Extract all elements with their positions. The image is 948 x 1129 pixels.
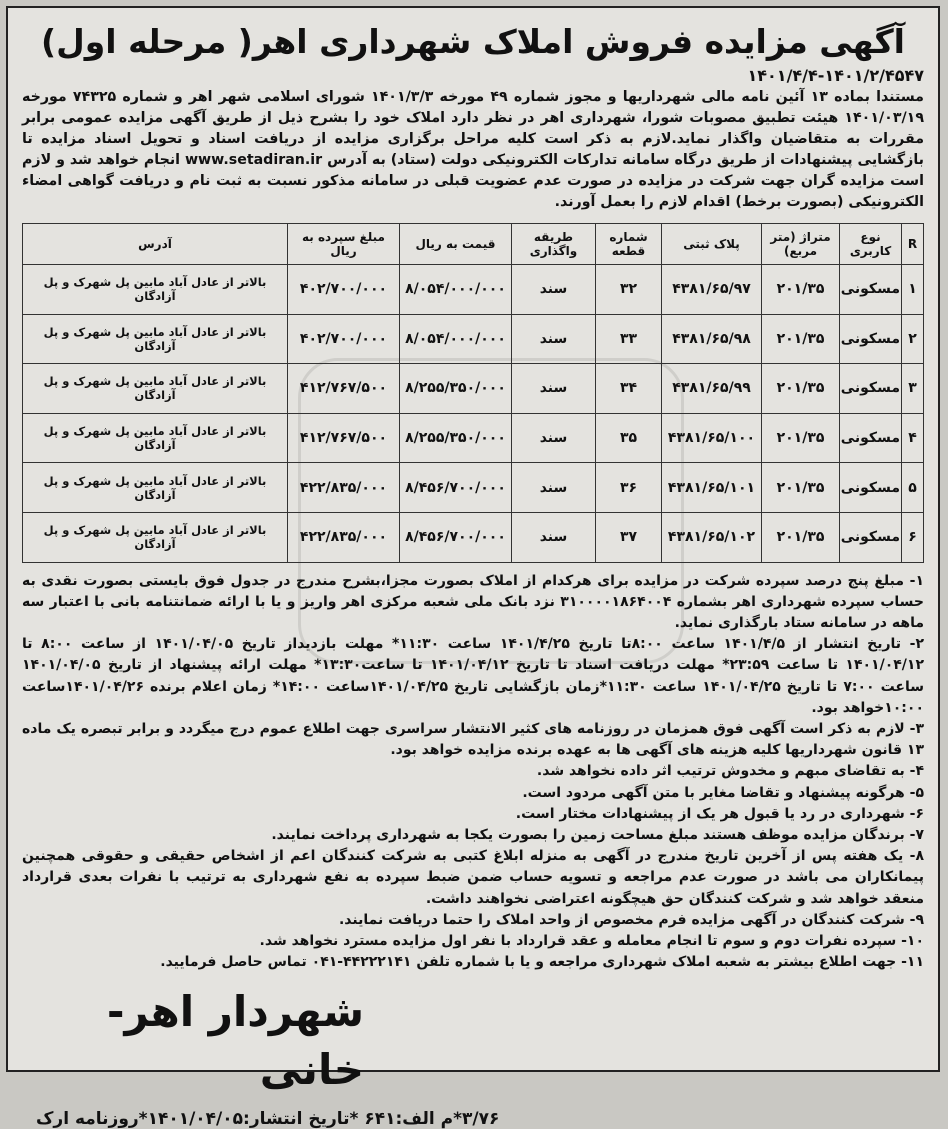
table-cell: مسکونی: [840, 265, 902, 315]
table-cell: ۴۱۲/۷۶۷/۵۰۰: [288, 364, 400, 414]
table-cell: سند: [512, 512, 596, 562]
table-cell: ۲۰۱/۳۵: [762, 364, 840, 414]
condition-item: ۴- به تقاضای مبهم و مخدوش ترتیب اثر داده نخواهد شد.: [536, 763, 924, 780]
table-row: [23, 364, 924, 414]
table-cell: ۴۳۸۱/۶۵/۱۰۱: [662, 463, 762, 513]
header-cell: شماره قطعه: [596, 224, 662, 265]
header-cell: قیمت به ریال: [400, 224, 512, 265]
mayor-signature: شهردار اهر- خانی: [107, 987, 364, 1095]
condition-item: ۱- مبلغ پنج درصد سپرده شرکت در مزایده برای هرکدام از املاک بصورت مجزا،بشرح مندرج در جدول فوق بایستی بصورت نقدی به حساب سپرده شهرداری اهر بشماره ۳۱۰۰۰۰۱۸۶۴۰۰۴ نزد بانک ملی شعبه مرکزی اهر واریز و یا با ارائه ضمانتنامه بانی با اعتبار سه ماهه در سامانه ستاد بارگذاری نماید.: [22, 572, 925, 631]
table-cell: ۲۰۱/۳۵: [762, 512, 840, 562]
table-cell: ۲۰۱/۳۵: [762, 314, 840, 364]
table-cell: سند: [512, 463, 596, 513]
condition-item: ۸- یک هفته پس از آخرین تاریخ مندرج در آگهی به منزله ابلاغ کتبی به شرکت کنندگان اعم از اشخاص حقیقی و حقوقی همچنین پیمانکاران می باشد در صورت عدم مراجعه و تسویه حساب ضمن ضبط سپرده به نفع شهرداری به ترتیب با نفرات بعدی قرارداد منعقد خواهد شد و شرکت کنندگان حق هیچگونه اعتراضی نخواهند داشت.: [22, 848, 924, 907]
header-cell: طریقه واگذاری: [512, 224, 596, 265]
table-cell: ۸/۲۵۵/۳۵۰/۰۰۰: [400, 413, 512, 463]
table-cell: بالاتر از عادل آباد مابین پل شهرک و پل آزادگان: [23, 413, 288, 463]
table-cell: ۳۷: [596, 512, 662, 562]
table-cell: ۳: [902, 364, 924, 414]
table-cell: ۴۳۸۱/۶۵/۱۰۲: [662, 512, 762, 562]
table-cell: ۴۰۲/۷۰۰/۰۰۰: [288, 314, 400, 364]
header-cell: نوع کاربری: [840, 224, 902, 265]
table-cell: سند: [512, 314, 596, 364]
table-header-row: [23, 224, 924, 265]
table-row: [23, 512, 924, 562]
publication-footer: ۳/۷۶*م الف:۶۴۱ *تاریخ انتشار:۱۴۰۱/۰۴/۰۵*روزنامه ارک: [36, 1109, 500, 1129]
condition-item: ۱۱- جهت اطلاع بیشتر به شعبه املاک شهرداری مراجعه و یا با شماره تلفن ۴۴۲۲۲۱۴۱-۰۴۱ تماس حاصل فرمایید.: [160, 954, 924, 971]
table-cell: ۴۱۲/۷۶۷/۵۰۰: [288, 413, 400, 463]
table-cell: ۴: [902, 413, 924, 463]
table-cell: ۳۲: [596, 265, 662, 315]
table-cell: ۴۰۲/۷۰۰/۰۰۰: [288, 265, 400, 315]
condition-item: ۷- برندگان مزایده موظف هستند مبلغ مساحت زمین را بصورت یکجا به شهرداری پرداخت نمایند.: [271, 827, 924, 843]
notice-title: آگهی مزایده فروش املاک شهرداری اهر( مرحله اول): [41, 22, 905, 61]
table-cell: ۸/۴۵۶/۷۰۰/۰۰۰: [400, 463, 512, 513]
table-cell: مسکونی: [840, 512, 902, 562]
table-cell: ۶: [902, 512, 924, 562]
table-cell: بالاتر از عادل آباد مابین پل شهرک و پل آزادگان: [23, 364, 288, 414]
table-cell: ۸/۰۵۴/۰۰۰/۰۰۰: [400, 265, 512, 315]
notice-page: [6, 6, 940, 1129]
table-row: [23, 265, 924, 315]
table-cell: سند: [512, 265, 596, 315]
table-cell: بالاتر از عادل آباد مابین پل شهرک و پل آزادگان: [23, 512, 288, 562]
table-cell: ۴۳۸۱/۶۵/۹۷: [662, 265, 762, 315]
header-cell: متراژ (متر مربع): [762, 224, 840, 265]
table-cell: ۲۰۱/۳۵: [762, 265, 840, 315]
condition-item: ۶- شهرداری در رد یا قبول هر یک از پیشنهادات مختار است.: [515, 805, 924, 822]
condition-item: ۳- لازم به ذکر است آگهی فوق همزمان در روزنامه های کثیر الانتشار سراسری جهت اطلاع عموم درج میگردد و برابر تبصره یک ماده ۱۳ قانون شهرداریها کلیه هزینه های آگهی ها به عهده برنده مزایده خواهد بود.: [22, 720, 924, 759]
table-cell: ۳۳: [596, 314, 662, 364]
table-cell: ۵: [902, 463, 924, 513]
table-cell: ۳۴: [596, 364, 662, 414]
conditions-list: [22, 571, 924, 974]
table-cell: ۳۶: [596, 463, 662, 513]
table-row: [23, 463, 924, 513]
properties-table: [22, 223, 924, 563]
header-cell: R: [902, 224, 924, 265]
header-cell: پلاک ثبتی: [662, 224, 762, 265]
table-cell: بالاتر از عادل آباد مابین پل شهرک و پل آزادگان: [23, 314, 288, 364]
condition-item: ۲- تاریخ انتشار از ۱۴۰۱/۴/۵ ساعت ۸:۰۰تا تاریخ ۱۴۰۱/۴/۲۵ ساعت ۱۱:۳۰* مهلت بازدیداز تاریخ ۱۴۰۱/۰۴/۰۵ از ساعت ۸:۰۰ تا ۱۴۰۱/۰۴/۱۲ تا ساعت ۲۳:۵۹* مهلت دریافت اسناد تا تاریخ ۱۴۰۱/۰۴/۱۲ تا ساعت۱۳:۳۰* مهلت ارائه پیشنهاد از تاریخ ۱۴۰۱/۰۴/۰۵ ساعت ۷:۰۰ تا تاریخ ۱۴۰۱/۰۴/۲۵ ساعت ۱۱:۳۰*زمان بازگشایی تاریخ ۱۴۰۱/۰۴/۲۵ساعت ۱۴:۰۰* زمان اعلام برنده ۱۴۰۱/۰۴/۲۶ساعت ۱۰:۰۰خواهد بود.: [22, 636, 925, 716]
table-cell: ۴۳۸۱/۶۵/۹۸: [662, 314, 762, 364]
table-cell: سند: [512, 413, 596, 463]
table-cell: بالاتر از عادل آباد مابین پل شهرک و پل آزادگان: [23, 463, 288, 513]
condition-item: ۵- هرگونه پیشنهاد و تقاضا مغایر با متن آگهی مردود است.: [522, 784, 924, 801]
table-cell: ۴۳۸۱/۶۵/۱۰۰: [662, 413, 762, 463]
table-cell: ۴۳۸۱/۶۵/۹۹: [662, 364, 762, 414]
table-cell: ۴۲۲/۸۳۵/۰۰۰: [288, 463, 400, 513]
table-cell: مسکونی: [840, 463, 902, 513]
header-cell: آدرس: [23, 224, 288, 265]
table-cell: بالاتر از عادل آباد مابین پل شهرک و پل آزادگان: [23, 265, 288, 315]
table-row: [23, 413, 924, 463]
intro-paragraph: مستندا بماده ۱۳ آئین نامه مالی شهرداریها و مجوز شماره ۴۹ مورخه ۱۴۰۱/۳/۳ شورای اسلامی شهر اهر و شماره ۷۴۳۲۵ مورخه ۱۴۰۱/۰۳/۱۹ هیئت تطبیق مصوبات شورا، شهرداری اهر در نظر دارد املاک خود را بشرح ذیل از طریق آگهی مزایده عمومی برابر مقررات به متقاضیان واگذار نماید.لازم به ذکر است کلیه مراحل برگزاری مزایده از دریافت اسناد و تحویل اسناد مزایده تا بازگشایی پیشنهادات از طریق درگاه سامانه تدارکات الکترونیکی دولت (ستاد) به آدرس www.setadiran.ir انجام خواهد شد و لازم است مزایده گران جهت شرکت در مزایده در صورت عدم عضویت قبلی در سامانه مذکور نسبت به ثبت نام و دریافت گواهی امضاء الکترونیکی (بصورت برخط) اقدام لازم را بعمل آورند.: [22, 89, 924, 210]
table-cell: مسکونی: [840, 364, 902, 414]
table-cell: ۳۵: [596, 413, 662, 463]
table-cell: ۴۲۲/۸۳۵/۰۰۰: [288, 512, 400, 562]
table-cell: ۸/۲۵۵/۳۵۰/۰۰۰: [400, 364, 512, 414]
condition-item: ۹- شرکت کنندگان در آگهی مزایده فرم مخصوص از واحد املاک را حتما دریافت نمایند.: [338, 911, 924, 928]
table-cell: مسکونی: [840, 413, 902, 463]
table-cell: ۸/۴۵۶/۷۰۰/۰۰۰: [400, 512, 512, 562]
header-cell: مبلغ سپرده به ریال: [288, 224, 400, 265]
table-cell: ۲۰۱/۳۵: [762, 413, 840, 463]
table-cell: مسکونی: [840, 314, 902, 364]
table-cell: ۲: [902, 314, 924, 364]
reference-number: ۱۴۰۱/۴/۴-۱۴۰۱/۲/۴۵۴۷: [747, 66, 924, 85]
condition-item: ۱۰- سپرده نفرات دوم و سوم تا انجام معامله و عقد قرارداد با نفر اول مزایده مسترد نخواهد شد.: [259, 933, 924, 950]
table-row: [23, 314, 924, 364]
table-cell: ۲۰۱/۳۵: [762, 463, 840, 513]
table-cell: ۱: [902, 265, 924, 315]
table-cell: سند: [512, 364, 596, 414]
table-cell: ۸/۰۵۴/۰۰۰/۰۰۰: [400, 314, 512, 364]
